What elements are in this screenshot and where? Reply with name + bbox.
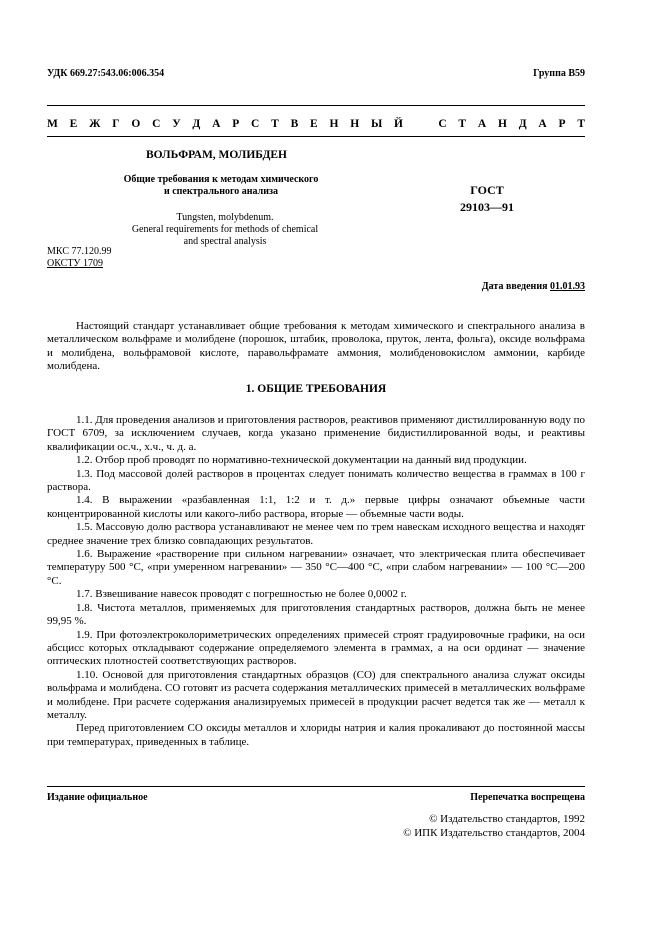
banner-bottom-rule	[47, 136, 585, 137]
english-line-2: General requirements for methods of chemical	[131, 224, 319, 235]
banner-letter: А	[212, 118, 221, 130]
banner-letter: С	[438, 118, 447, 130]
banner-letter: С	[251, 118, 260, 130]
banner-letter: Н	[329, 118, 339, 130]
reprint-prohibited-note: Перепечатка воспрещена	[470, 792, 585, 803]
date-value: 01.01.93	[550, 281, 585, 292]
okstu-code: ОКСТУ 1709	[47, 258, 104, 269]
gost-number: 29103—91	[460, 200, 514, 214]
paragraph: 1.1. Для проведения анализов и приготовления растворов, реактивов применяют дистиллированную воду по ГОСТ 6709, за исключением случаев, когда указано применение бидистиллированной воды, и реактивы квалификации ос.ч., х.ч., ч. д. а.	[47, 414, 585, 453]
english-line-1: Tungsten, molybdenum.	[176, 212, 274, 223]
english-title	[110, 212, 340, 248]
subtitle-line-2: и спектрального анализа	[163, 186, 279, 197]
copyright-line-2: © ИПК Издательство стандартов, 2004	[403, 826, 585, 839]
udk-code: УДК 669.27:543.06:006.354	[47, 68, 165, 79]
paragraph: 1.8. Чистота металлов, применяемых для приготовления стандартных растворов, должна быть не менее 99,95 %.	[47, 601, 585, 628]
intro-paragraph: Настоящий стандарт устанавливает общие требования к методам химического и спектрального анализа в металлическом вольфраме и молибдене (порошок, штабик, проволока, пруток, лента, фольга), оксиде вольфрама и молибдена, вольфрамовой кислоте, паравольфрамате аммония, молибденовокислом аммонии, карбиде молибдена.	[47, 320, 585, 373]
section-heading: 1. ОБЩИЕ ТРЕБОВАНИЯ	[245, 383, 387, 395]
banner-letter: Й	[394, 118, 403, 130]
banner-letter: Г	[112, 118, 120, 130]
gost-designation	[452, 182, 522, 216]
banner-letter: У	[172, 118, 181, 130]
paragraph: 1.2. Отбор проб проводят по нормативно-технической документации на данный вид продукции.	[76, 454, 527, 467]
official-edition-note: Издание официальное	[47, 792, 148, 803]
standard-banner	[47, 118, 585, 130]
gost-label: ГОСТ	[470, 183, 504, 197]
classification-codes	[47, 246, 111, 270]
paragraph: 1.5. Массовую долю раствора устанавливают не менее чем по трем навескам исходного вещества и находят среднее значение трех близко совпадающих результатов.	[47, 521, 585, 547]
effective-date	[482, 281, 585, 292]
paragraph: Перед приготовлением СО оксиды металлов и хлориды натрия и калия прокаливают до постоянной массы при температурах, приведенных в таблице.	[47, 722, 585, 748]
date-label: Дата введения	[481, 281, 548, 292]
banner-letter: О	[131, 118, 141, 130]
subtitle-line-1: Общие требования к методам химического	[123, 174, 319, 185]
banner-letter: Р	[558, 118, 566, 130]
section-body	[47, 414, 585, 749]
banner-letter: В	[290, 118, 299, 130]
banner-letter: Д	[518, 118, 527, 130]
banner-letter: А	[538, 118, 547, 130]
banner-letter: Д	[192, 118, 201, 130]
paragraph: 1.4. В выражении «разбавленная 1:1, 1:2 и т. д.» первые цифры означают объемные части концентрированной кислоты или какого-либо раствора, вторые — объемные части воды.	[47, 494, 585, 520]
document-subtitle	[110, 174, 332, 198]
mks-code: МКС 77.120.99	[47, 246, 112, 257]
banner-letter: Т	[458, 118, 467, 130]
banner-letter: Ы	[370, 118, 383, 130]
footer-rule	[47, 786, 585, 787]
banner-letter: Е	[310, 118, 318, 130]
banner-letter: М	[47, 118, 58, 130]
banner-letter: С	[152, 118, 161, 130]
document-title: ВОЛЬФРАМ, МОЛИБДЕН	[146, 149, 287, 161]
group-code: Группа В59	[533, 68, 585, 79]
banner-letter: Т	[271, 118, 279, 130]
banner-letter: Н	[350, 118, 360, 130]
paragraph: 1.7. Взвешивание навесок проводят с погрешностью не более 0,0002 г.	[76, 588, 407, 601]
copyright-block	[403, 813, 585, 840]
banner-letter: Р	[232, 118, 240, 130]
copyright-line-1: © Издательство стандартов, 1992	[429, 813, 585, 825]
english-line-3: and spectral analysis	[183, 236, 267, 247]
banner-letter: Н	[497, 118, 507, 130]
banner-letter: Е	[69, 118, 78, 130]
banner-letter: Т	[577, 118, 585, 130]
paragraph: 1.3. Под массовой долей растворов в процентах следует понимать количество вещества в граммах в 100 г раствора.	[47, 467, 585, 494]
paragraph: 1.9. При фотоэлектроколориметрических определениях примесей строят градуировочные графики, на оси абсцисс которых откладывают содержание определяемого элемента в граммах, а на оси ординат — значение оптических плотностей соответствующих растворов.	[47, 628, 585, 668]
banner-letter: Ж	[89, 118, 101, 130]
banner-top-rule	[47, 105, 585, 106]
paragraph: 1.6. Выражение «растворение при сильном нагревании» означает, что электрическая плита обеспечивает температуру 500 °С, «при умеренном нагревании» — 350 °С—400 °С, «при слабом нагревании» — 100 °С—200 °С.	[47, 548, 585, 587]
paragraph: 1.10. Основой для приготовления стандартных образцов (СО) для спектрального анализа служат оксиды вольфрама и молибдена. СО готовят из расчета содержания металлических примесей в металлических вольфраме и молибдене. При расчете содержания анализируемых примесей в продукции расчет ведется так же — металл к металлу.	[47, 668, 585, 721]
banner-letter: А	[477, 118, 487, 130]
